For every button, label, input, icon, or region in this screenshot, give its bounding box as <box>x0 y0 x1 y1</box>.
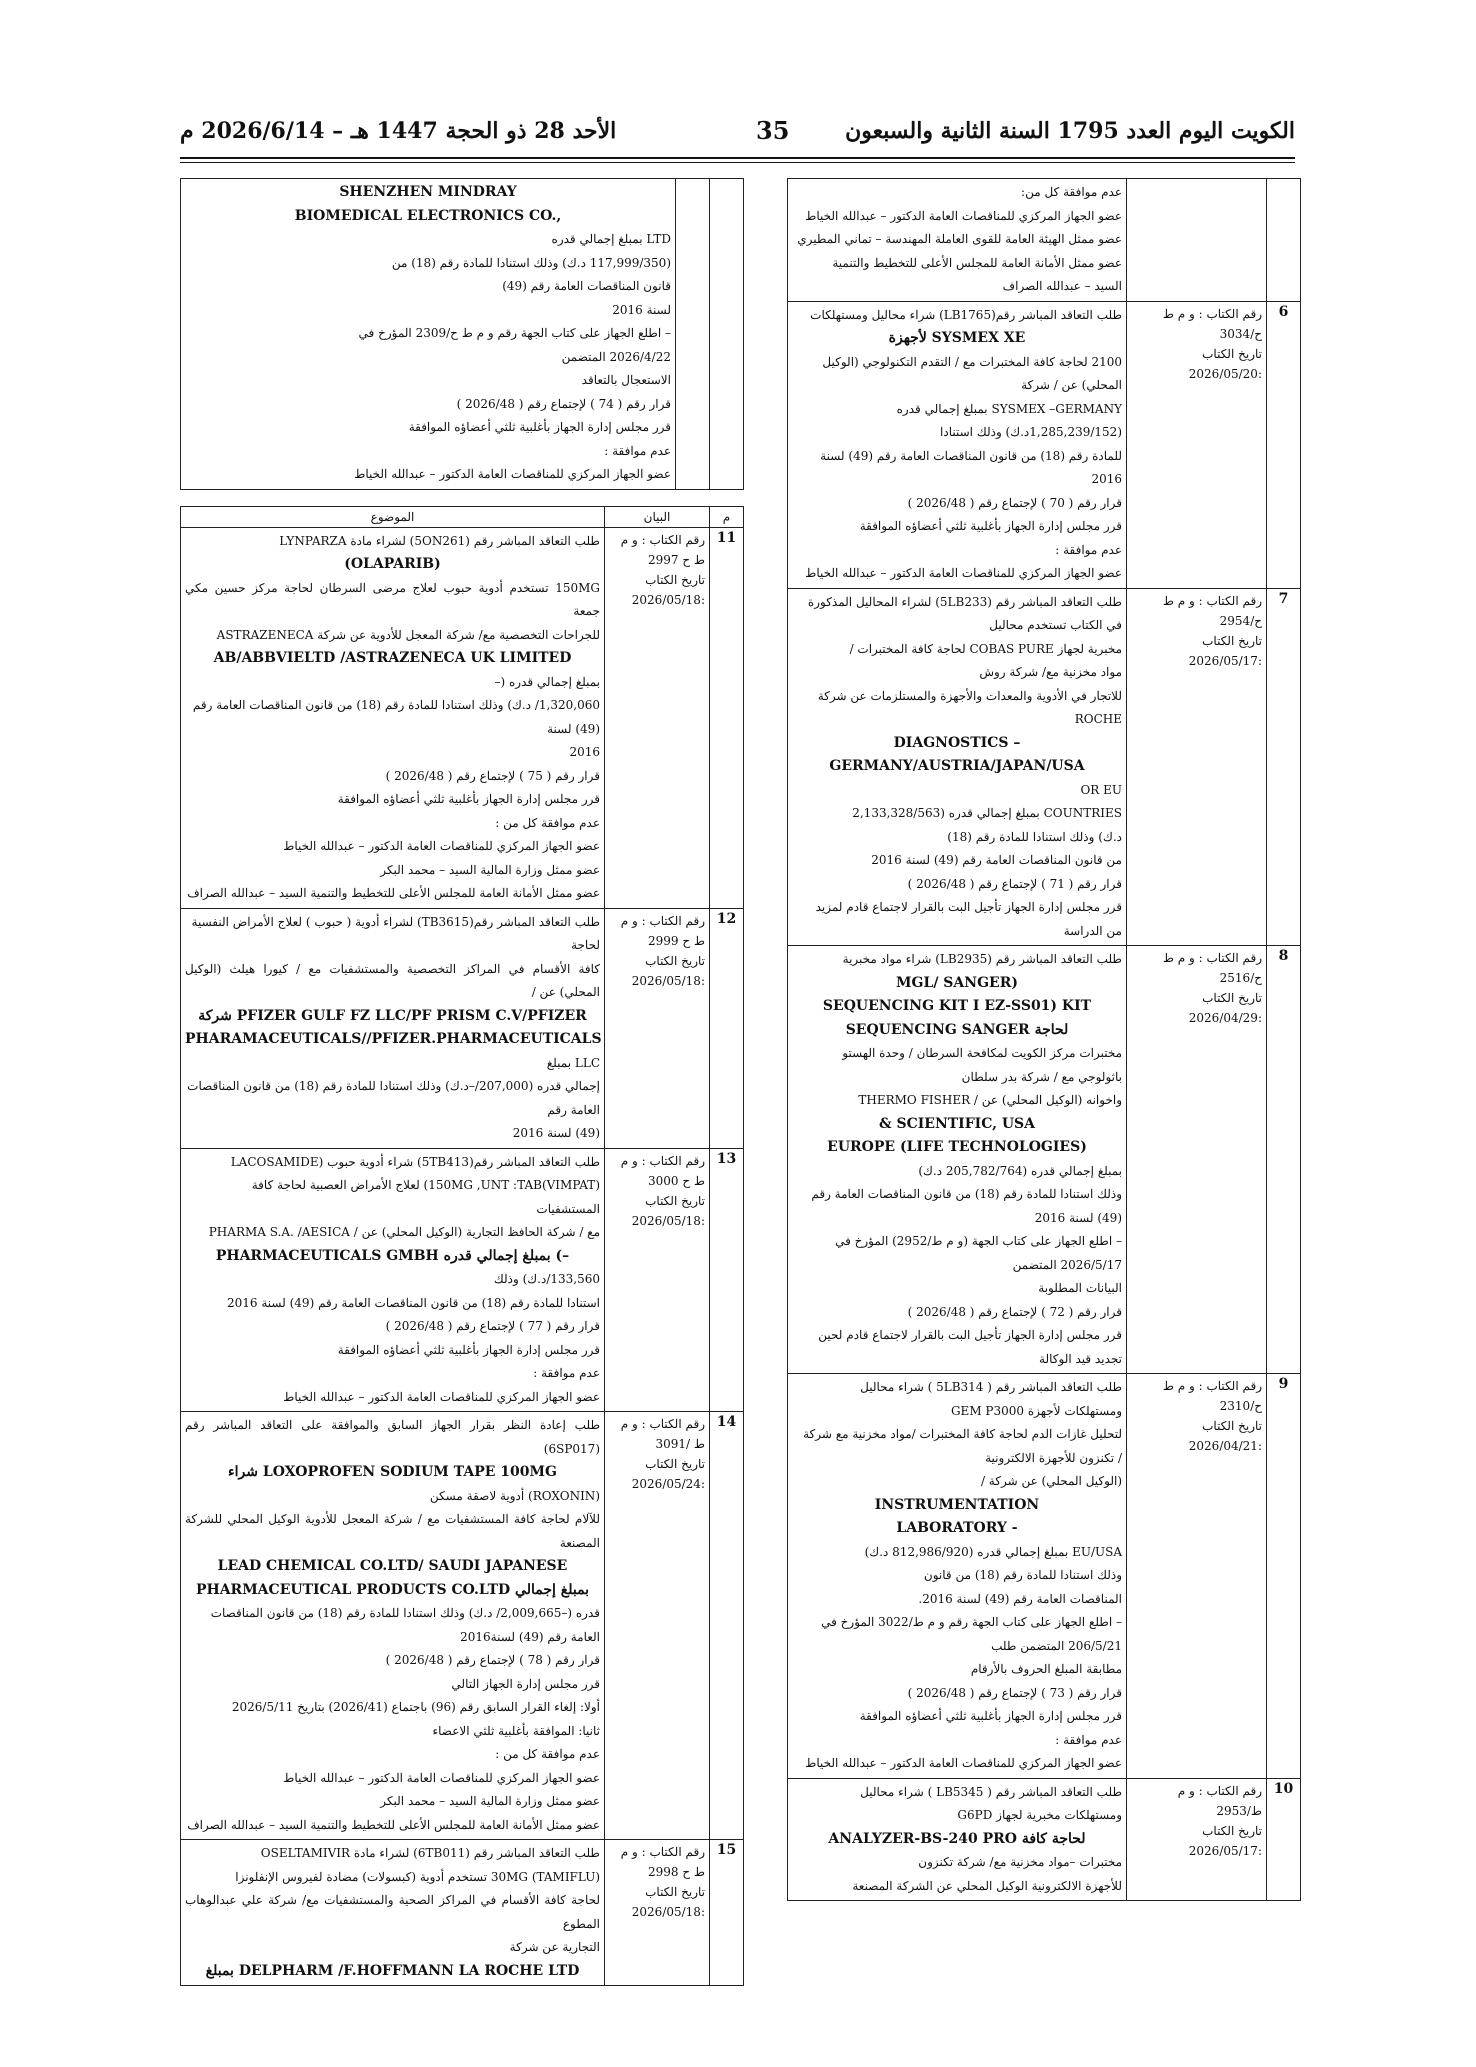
text-line: عضو ممثل الأمانة العامة للمجلس الأعلى للتخطيط والتنمية السيد – عبدالله الصراف <box>187 886 600 900</box>
text-line: – اطلع الجهاز على كتاب الجهة رقم و م ط/3022 المؤرخ في <box>821 1615 1122 1629</box>
text-line: SHENZHEN MINDRAY <box>339 184 517 200</box>
subject-cell <box>181 1148 605 1412</box>
text-line: BIOMEDICAL ELECTRONICS CO., <box>294 207 562 224</box>
text-line: – اطلع الجهاز على كتاب الجهة (و م ط/2952) المؤرخ في <box>835 1234 1122 1248</box>
text-line: عضو ممثل الهيئة العامة للقوى العاملة المهندسة – تماني المطيري <box>797 232 1122 246</box>
text-line: ط ح 3000 <box>647 1173 705 1188</box>
text-line: طلب التعاقد المباشر رقم ( 5LB314 ) شراء محاليل <box>860 1380 1122 1394</box>
text-line: قرار رقم ( 75 ) لإجتماع رقم ( 2026/48 ) <box>385 768 600 783</box>
table-row <box>788 1778 1301 1901</box>
text-line: رقم الكتاب : و م ط ح/2310 <box>1162 1379 1262 1413</box>
table-row <box>181 1148 744 1412</box>
text-line: د.ك) وذلك استنادا للمادة رقم (18) <box>947 829 1122 844</box>
table-row <box>788 588 1301 946</box>
text-line: قرار رقم ( 70 ) لإجتماع رقم ( 2026/48 ) <box>907 495 1122 510</box>
text-line: قرر مجلس إدارة الجهاز تأجيل البت بالقرار لاجتماع قادم لمزيد <box>815 900 1122 914</box>
text-line: ROCHE <box>1074 712 1122 726</box>
text-line: عضو ممثل وزارة المالية السيد – محمد البكر <box>380 1794 600 1808</box>
text-line: 206/5/21 المتضمن طلب <box>991 1638 1122 1653</box>
letter-info <box>1127 1778 1267 1901</box>
text-line: ومستهلكات مخبرية لجهاز G6PD <box>957 1808 1122 1822</box>
text-line: تاريخ الكتاب :2026/05/20 <box>1188 346 1262 381</box>
text-line: SYSMEX –GERMANY بمبلغ إجمالي قدره <box>896 401 1122 416</box>
text-line: :2026/05/18 <box>631 592 705 607</box>
text-line: ومستهلكات لأجهزة GEM P3000 <box>950 1403 1122 1418</box>
text-line: رقم الكتاب : و م ط ح/3034 <box>1162 306 1262 341</box>
text-line: رقم الكتاب : و م <box>620 532 705 547</box>
table-row <box>788 179 1301 302</box>
table-body <box>181 527 744 1986</box>
text-line: 2016 <box>569 745 600 759</box>
text-line: COUNTRIES بمبلغ إجمالي قدره (2,133,328/563 <box>852 806 1122 820</box>
text-line: 2016 <box>1091 472 1122 486</box>
header-rule <box>180 157 1295 159</box>
text-line: طلب التعاقد المباشر رقم(TB3615) لشراء أدوية ( حبوب ) لعلاج الأمراض النفسية <box>191 914 600 929</box>
text-line: تاريخ الكتاب <box>645 572 705 587</box>
subject-cell <box>181 179 676 490</box>
text-line: :2026/05/18 <box>631 1905 705 1919</box>
letter-info <box>605 1148 710 1412</box>
continuation-table <box>180 178 744 490</box>
text-line: مطابقة المبلغ الحروف بالأرقام <box>970 1662 1122 1676</box>
table-row <box>788 301 1301 588</box>
text-line: عدم موافقة كل من : <box>495 1747 600 1761</box>
letter-info <box>1127 301 1267 588</box>
text-line: قرار رقم ( 72 ) لإجتماع رقم ( 2026/48 ) <box>907 1304 1122 1319</box>
text-line: طلب التعاقد المباشر رقم (5ON261) لشراء مادة LYNPARZA <box>279 533 600 548</box>
text-line: (49) لسنة 2016 <box>1034 1210 1122 1225</box>
table-row <box>788 946 1301 1374</box>
text-line: عضو الجهاز المركزي للمناقصات العامة الدكتور – عبدالله الخياط <box>805 566 1122 580</box>
text-line: AB/ABBVIELTD /ASTRAZENECA UK LIMITED <box>213 650 572 666</box>
text-line: عدم موافقة : <box>1055 542 1122 557</box>
text-line: لحاجة كافة الأقسام في المراكز الصحية والمستشفيات مع/ شركة علي عبدالوهاب المطوع <box>185 1893 600 1931</box>
text-line: :2026/05/18 <box>631 973 705 988</box>
table-row <box>181 527 744 908</box>
text-line: شركة PFIZER GULF FZ LLC/PF PRISM C.V/PFIZER <box>198 1007 587 1024</box>
spacer <box>180 490 744 506</box>
subject-cell <box>788 301 1127 588</box>
subject-cell <box>788 179 1127 302</box>
col-header-info: البيان <box>605 506 710 527</box>
text-line: رقم الكتاب : و م <box>620 1845 705 1859</box>
text-line: EUROPE (LIFE TECHNOLOGIES) <box>827 1139 1087 1155</box>
tenders-table-right <box>787 178 1301 1901</box>
letter-info <box>605 527 710 908</box>
row-number <box>1267 179 1301 302</box>
text-line: لسنة 2016 <box>612 302 671 317</box>
text-line: عضو الجهاز المركزي للمناقصات العامة الدكتور – عبدالله الخياط <box>283 839 600 853</box>
row-number: 9 <box>1267 1374 1301 1779</box>
row-number: 12 <box>710 908 744 1148</box>
text-line: مختبرات مركز الكويت لمكافحة السرطان / وحدة الهستو <box>842 1046 1122 1060</box>
text-line: طلب التعاقد المباشر رقم ( LB5345 ) شراء محاليل <box>860 1784 1122 1799</box>
row-number: 11 <box>710 527 744 908</box>
text-line: MGL/ SANGER) <box>896 974 1018 991</box>
row-number: 10 <box>1267 1778 1301 1901</box>
header-date: الأحد 28 ذو الحجة 1447 هـ – 2026/6/14 م <box>180 118 617 144</box>
text-line: قدره (–2,009,665/ د.ك) وذلك استنادا للمادة رقم (18) من قانون المناقصات <box>210 1606 600 1620</box>
text-line: (117,999/350 د.ك) وذلك استنادا للمادة رقم (18) من <box>391 255 671 270</box>
text-line: رقم الكتاب : و م ط ح/2954 <box>1162 593 1262 628</box>
text-line: بمبلغ DELPHARM /F.HOFFMANN LA ROCHE LTD <box>205 1962 580 1979</box>
letter-info <box>1127 946 1267 1374</box>
letter-info <box>605 1412 710 1840</box>
text-line: عضو الجهاز المركزي للمناقصات العامة الدكتور – عبدالله الخياط <box>805 1756 1122 1770</box>
text-line: تاريخ الكتاب <box>645 1885 705 1899</box>
text-line: طلب التعاقد المباشر رقم (6TB011) لشراء مادة OSELTAMIVIR <box>260 1846 600 1860</box>
table-row <box>181 1840 744 1986</box>
text-line: التجارية عن شركة <box>509 1940 600 1954</box>
text-line: قرر مجلس إدارة الجهاز بأغلبية ثلثي أعضاؤه الموافقة <box>859 519 1122 533</box>
text-line: / تكنزون للأجهزة الالكترونية <box>985 1450 1122 1465</box>
subject-cell <box>181 1840 605 1986</box>
text-line: قرر مجلس إدارة الجهاز التالي <box>451 1676 600 1691</box>
page-number: 35 <box>756 116 790 145</box>
text-line: للجراحات التخصصية مع/ شركة المعجل للأدوية عن شركة ASTRAZENECA <box>216 627 600 642</box>
text-line: المستشفيات <box>536 1201 600 1216</box>
text-line: استنادا للمادة رقم (18) من قانون المناقصات العامة رقم (49) لسنة 2016 <box>227 1295 600 1310</box>
subject-cell <box>788 1778 1127 1901</box>
text-line: للاتجار في الأدوية والمعدات والأجهزة والمستلزمات عن شركة <box>817 688 1122 703</box>
text-line: في الكتاب تستخدم محاليل <box>989 618 1122 632</box>
text-line: 150MG تستخدم أدوية حبوب لعلاج مرضى السرطان لحاجة مركز حسين مكي جمعة <box>185 580 600 618</box>
text-line: & SCIENTIFIC, USA <box>878 1115 1036 1132</box>
row-number: 7 <box>1267 588 1301 946</box>
page-header <box>180 118 1295 160</box>
text-line: LTD بمبلغ إجمالي قدره <box>551 232 671 246</box>
text-line: قرر مجلس إدارة الجهاز تأجيل البت بالقرار لاجتماع قادم لحين <box>818 1328 1122 1342</box>
text-line: قرار رقم ( 77 ) لإجتماع رقم ( 2026/48 ) <box>385 1319 600 1333</box>
text-line: عضو الجهاز المركزي للمناقصات العامة الدكتور – عبدالله الخياط <box>283 1770 600 1785</box>
right-column <box>787 178 1301 1901</box>
text-line: طلب التعاقد المباشر رقم(LB1765) شراء محاليل ومستهلكات <box>810 307 1122 322</box>
text-line: العامة رقم <box>547 1102 600 1117</box>
subject-cell <box>788 1374 1127 1779</box>
text-line: بمبلغ إجمالي قدره (– <box>494 674 600 689</box>
header-rule-thin <box>180 162 1295 163</box>
text-line: من الدراسة <box>1063 923 1122 938</box>
text-line: لتحليل غازات الدم لحاجة كافة المختبرات /مواد مخزنية مع شركة <box>803 1427 1122 1441</box>
text-line: مخبرية لجهاز COBAS PURE لحاجة كافة المختبرات / <box>849 641 1122 656</box>
left-column <box>180 178 744 1986</box>
text-line: تاريخ الكتاب :2026/04/21 <box>1188 1419 1262 1453</box>
text-line: تاريخ الكتاب :2026/05/17 <box>1188 633 1262 668</box>
text-line: (ROXONIN) أدوية لاصقة مسكن <box>429 1488 600 1503</box>
text-line: رقم الكتاب : و م ط ح/2516 <box>1162 951 1262 985</box>
text-line: مختبرات –مواد مخزنية مع/ شركة تكنزون <box>918 1855 1122 1869</box>
text-line: 2026/5/17 المتضمن <box>1012 1257 1122 1272</box>
text-line: تاريخ الكتاب :2026/05/17 <box>1188 1823 1262 1858</box>
subject-cell <box>788 946 1127 1374</box>
row-number: 15 <box>710 1840 744 1986</box>
text-line: لحاجة <box>571 938 600 952</box>
text-line: عضو الجهاز المركزي للمناقصات العامة الدكتور – عبدالله الخياط <box>805 208 1122 223</box>
subject-cell <box>181 1412 605 1840</box>
col-header-subject: الموضوع <box>181 506 605 527</box>
text-line: (49) لسنة 2016 <box>512 1126 600 1140</box>
text-line: قانون المناقصات العامة رقم (49) <box>502 279 671 293</box>
row-number: 6 <box>1267 301 1301 588</box>
row-number: 8 <box>1267 946 1301 1374</box>
text-line: :2026/05/24 <box>631 1477 705 1491</box>
text-line: عضو ممثل الأمانة العامة للمجلس الأعلى للتخطيط والتنمية السيد – عبدالله الصراف <box>187 1817 600 1832</box>
text-line: بمبلغ إجمالي قدره (205,782/764 د.ك) <box>918 1163 1122 1178</box>
text-line: عدم موافقة كل من : <box>495 815 600 830</box>
text-line: INSTRUMENTATION <box>874 1496 1040 1513</box>
text-line: البيانات المطلوبة <box>1038 1281 1122 1295</box>
text-line: ثانيا: الموافقة بأغلبية ثلثي الاعضاء <box>432 1723 600 1738</box>
text-line: :2026/05/18 <box>631 1213 705 1228</box>
text-line: تاريخ الكتاب <box>645 953 705 968</box>
text-line: قرار رقم ( 78 ) لإجتماع رقم ( 2026/48 ) <box>385 1653 600 1667</box>
text-line: رقم الكتاب : و م ط/2953 <box>1177 1783 1262 1818</box>
text-line: 133,560/د.ك) وذلك <box>493 1272 600 1286</box>
table-body <box>788 179 1301 1901</box>
text-line: 1,320,060/ د.ك) وذلك استنادا للمادة رقم (18) من قانون المناقصات العامة رقم <box>192 698 600 712</box>
text-line: عدم موافقة كل من: <box>1021 185 1122 199</box>
text-line: شراء LOXOPROFEN SODIUM TAPE 100MG <box>228 1464 557 1480</box>
text-line: عدم موافقة : <box>1055 1732 1122 1747</box>
text-line: العامة رقم (49) لسنة2016 <box>460 1629 600 1644</box>
text-line: (OLAPARIB) <box>344 556 441 572</box>
text-line: رقم الكتاب : و م <box>620 913 705 928</box>
text-line: ط ح 2998 <box>647 1865 705 1879</box>
text-line: تجديد قيد الوكالة <box>1039 1351 1122 1366</box>
text-line: LLC بمبلغ <box>546 1055 600 1070</box>
text-line: 2100 لحاجة كافة المختبرات مع / التقدم التكنولوجي (الوكيل <box>822 354 1122 369</box>
text-line: إجمالي قدره (207,000/–د.ك) وذلك استنادا للمادة رقم (18) من قانون المناقصات <box>187 1079 600 1093</box>
text-line: من قانون المناقصات العامة رقم (49) لسنة 2016 <box>871 853 1122 867</box>
text-line: المناقصات العامة رقم (49) لسنة 2016. <box>918 1591 1122 1606</box>
text-line: PHARMACEUTICAL PRODUCTS CO.LTD بمبلغ إجمالي <box>195 1581 590 1598</box>
text-line: DIAGNOSTICS – <box>893 734 1021 751</box>
text-line: عضو الجهاز المركزي للمناقصات العامة الدكتور – عبدالله الخياط <box>283 1389 600 1404</box>
text-line: عضو ممثل وزارة المالية السيد – محمد البكر <box>380 862 600 877</box>
table-row <box>181 179 744 490</box>
text-line: لأجهزة SYSMEX XE <box>888 330 1026 346</box>
col-header-num: م <box>710 506 744 527</box>
text-line: أولا: إلغاء القرار السابق رقم (96) باجتماع (2026/41) بتاريخ 2026/5/11 <box>231 1700 600 1714</box>
text-line: وذلك استنادا للمادة رقم (18) من قانون <box>923 1568 1122 1582</box>
table-row <box>181 1412 744 1840</box>
table-header-row <box>181 506 744 527</box>
subject-cell <box>181 908 605 1148</box>
text-line: رقم الكتاب : و م <box>620 1417 705 1431</box>
text-line: للأجهزة الالكترونية الوكيل المحلي عن الشركة المصنعة <box>852 1878 1122 1893</box>
text-line: تاريخ الكتاب :2026/04/29 <box>1188 991 1262 1025</box>
subject-cell <box>788 588 1127 946</box>
text-line: قرر مجلس إدارة الجهاز بأغلبية ثلثي أعضاؤه الموافقة <box>337 1342 600 1357</box>
subject-cell <box>181 527 605 908</box>
text-line: مواد مخزنية مع/ شركة روش <box>979 665 1122 679</box>
text-line: EU/USA بمبلغ إجمالي قدره (812,986/920 د.ك) <box>864 1544 1122 1559</box>
text-line: المحلي) عن / شركة <box>1021 378 1122 392</box>
tenders-table-left <box>180 506 744 1987</box>
text-line: طلب التعاقد المباشر رقم (5LB233) لشراء المحاليل المذكورة <box>807 594 1122 609</box>
text-line: عضو الجهاز المركزي للمناقصات العامة الدكتور – عبدالله الخياط <box>354 467 671 481</box>
text-line: PHARMACEUTICALS GMBH بمبلغ إجمالي قدره (– <box>215 1247 570 1264</box>
letter-info <box>605 908 710 1148</box>
text-line: السيد – عبدالله الصراف <box>1002 279 1122 293</box>
text-line: قرر مجلس إدارة الجهاز بأغلبية ثلثي أعضاؤه الموافقة <box>859 1709 1122 1723</box>
text-line: قرر مجلس إدارة الجهاز بأغلبية ثلثي أعضاؤه الموافقة <box>408 420 671 434</box>
text-line: PHARAMACEUTICALS//PFIZER.PHARMACEUTICALS <box>185 1031 602 1047</box>
text-line: (VIMPAT)150MG ,UNT :TAB) لعلاج الأمراض العصبية لحاجة كافة <box>251 1178 600 1192</box>
text-line: للآلام لحاجة كافة المستشفيات مع / شركة المعجل للأدوية الوكيل المحلي للشركة المصنعة <box>185 1512 601 1550</box>
header-issue: الكويت اليوم العدد 1795 السنة الثانية والسبعون <box>845 118 1295 144</box>
text-line: ط ح 2999 <box>647 933 705 948</box>
text-line: – اطلع الجهاز على كتاب الجهة رقم و م ط ح/2309 المؤرخ في <box>358 326 671 340</box>
info-cell <box>676 179 710 490</box>
text-line: (49) لسنة <box>547 721 600 736</box>
text-line: مع / شركة الحافظ التجارية (الوكيل المحلي) عن / PHARMA S.A. /AESICA <box>208 1225 600 1239</box>
text-line: (1,285,239/152د.ك) وذلك استنادا <box>940 425 1122 439</box>
text-line: 2026/4/22 المتضمن <box>561 349 671 364</box>
letter-info <box>1127 588 1267 946</box>
text-line: قرر مجلس إدارة الجهاز بأغلبية ثلثي أعضاؤه الموافقة <box>337 792 600 806</box>
table-row <box>181 908 744 1148</box>
text-line: ط ح 2997 <box>647 552 705 567</box>
text-line: GERMANY/AUSTRIA/JAPAN/USA <box>829 758 1085 774</box>
text-line: وذلك استنادا للمادة رقم (18) من قانون المناقصات العامة رقم <box>811 1187 1122 1201</box>
text-line: قرار رقم ( 74 ) لإجتماع رقم ( 2026/48 ) <box>456 396 671 411</box>
letter-info <box>605 1840 710 1986</box>
text-line: قرار رقم ( 71 ) لإجتماع رقم ( 2026/48 ) <box>907 876 1122 891</box>
text-line: باثولوجي مع / شركة بدر سلطان <box>961 1069 1122 1084</box>
letter-info <box>1127 1374 1267 1779</box>
text-line: ط /3091 <box>655 1437 705 1451</box>
letter-info <box>1127 179 1267 302</box>
text-line: واخوانه (الوكيل المحلي) عن / THERMO FISHER <box>858 1093 1122 1107</box>
text-line: ANALYZER-BS-240 PRO لحاجة كافة <box>828 1830 1086 1847</box>
text-line: LEAD CHEMICAL CO.LTD/ SAUDI JAPANESE <box>217 1558 568 1574</box>
text-line: (TAMIFLU) 30MG تستخدم أدوية (كبسولات) مضادة لفيروس الإنفلونزا <box>235 1869 600 1884</box>
text-line: OR EU <box>1080 782 1122 797</box>
text-line: قرار رقم ( 73 ) لإجتماع رقم ( 2026/48 ) <box>907 1685 1122 1700</box>
text-line: رقم الكتاب : و م <box>620 1153 705 1168</box>
text-line: طلب إعادة النظر بقرار الجهاز السابق والموافقة على التعاقد المباشر رقم (6SP017) <box>185 1418 600 1456</box>
text-line: للمادة رقم (18) من قانون المناقصات العامة رقم (49) لسنة <box>820 448 1122 463</box>
text-line: طلب التعاقد المباشر رقم(5TB413) شراء أدوية حبوب (LACOSAMIDE <box>230 1154 600 1169</box>
text-line: LABORATORY - <box>896 1520 1018 1536</box>
text-line: عضو ممثل الأمانة العامة للمجلس الأعلى للتخطيط والتنمية <box>832 255 1122 270</box>
text-line: عدم موافقة : <box>604 443 671 458</box>
text-line: كافة الأقسام في المراكز التخصصية والمستشفيات مع / كيورا هيلث (الوكيل المحلي) عن / <box>185 961 600 999</box>
text-line: (الوكيل المحلي) عن شركة / <box>980 1474 1122 1488</box>
num-cell <box>710 179 744 490</box>
text-line: طلب التعاقد المباشر رقم (LB2935) شراء مواد مخبرية <box>842 952 1122 966</box>
text-line: SEQUENCING SANGER لحاجة <box>845 1021 1069 1038</box>
text-line: تاريخ الكتاب <box>645 1193 705 1208</box>
row-number: 14 <box>710 1412 744 1840</box>
text-line: SEQUENCING KIT I EZ-SS01) KIT <box>822 998 1092 1014</box>
row-number: 13 <box>710 1148 744 1412</box>
text-line: عدم موافقة : <box>533 1366 600 1380</box>
table-row <box>788 1374 1301 1779</box>
text-line: الاستعجال بالتعاقد <box>581 373 671 387</box>
text-line: تاريخ الكتاب <box>645 1457 705 1471</box>
